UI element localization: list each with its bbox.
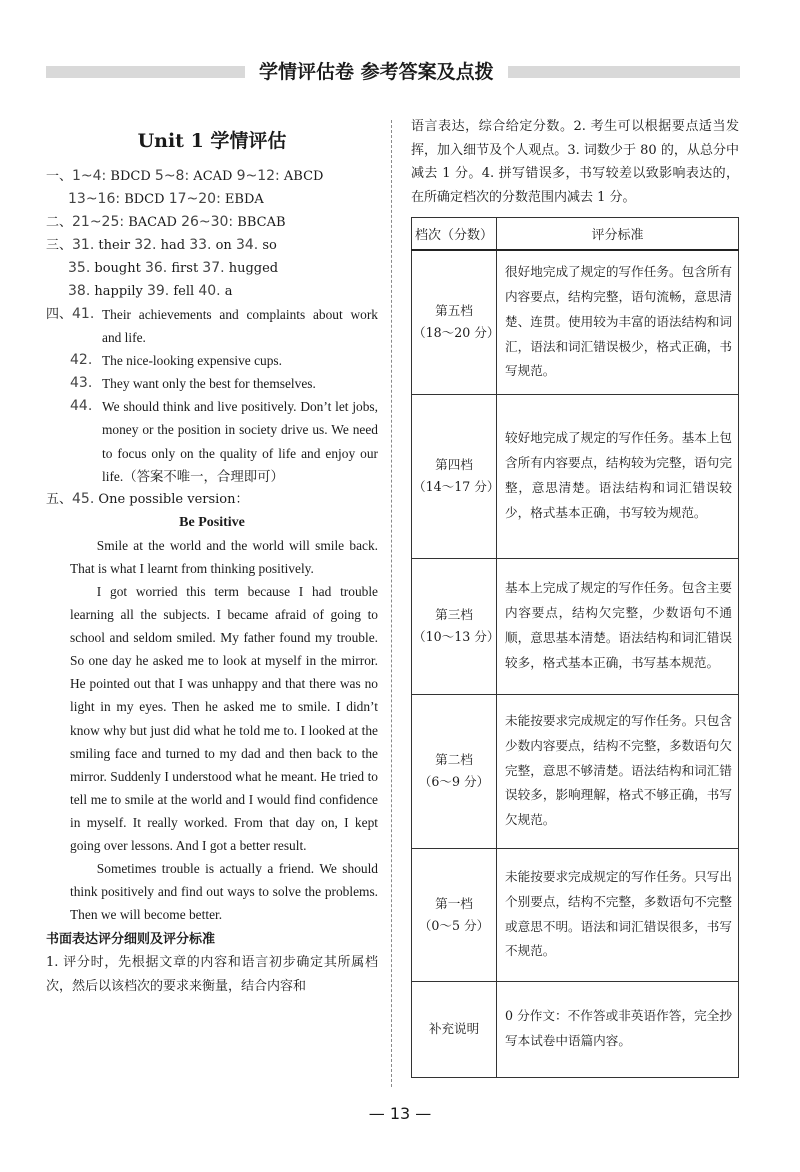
level-name: 第一档: [435, 895, 473, 911]
answer-text: bought: [90, 261, 145, 276]
section-2-answers: [46, 211, 378, 234]
answer-text: EBDA: [220, 192, 264, 207]
question-number: 33.: [189, 237, 212, 253]
level-cell: [412, 250, 500, 394]
answer-line: [46, 188, 378, 211]
answer-item: [46, 395, 378, 487]
essay-paragraph: Smile at the world and the world will smile back. That is what I learnt from thinking positively.: [70, 537, 378, 576]
section-1-answers: [46, 165, 378, 211]
answer-text: had: [156, 238, 190, 253]
table-header-row: [412, 218, 739, 251]
item-label: [46, 349, 102, 372]
scoring-heading: 书面表达评分细则及评分标准: [46, 932, 216, 948]
unit-title: Unit 1 学情评估: [137, 130, 287, 152]
question-range: 1~4:: [72, 168, 107, 184]
level-name: 第二档: [435, 752, 473, 767]
criteria-cell: 0 分作文：不作答或非英语作答，完全抄写本试卷中语篇内容。: [497, 981, 739, 1077]
section-label: 三、: [46, 238, 73, 253]
question-number: 39.: [146, 283, 170, 299]
question-range: 9~12:: [236, 168, 280, 184]
question-range: 13~16:: [68, 191, 121, 207]
answer-line: [46, 280, 378, 303]
essay-title: Be Positive: [179, 514, 245, 530]
criteria-cell: 未能按要求完成规定的写作任务。只写出个别要点，结构不完整，多数语句不完整或意思不明。语法和词汇错误很多，书写不规范。: [497, 848, 739, 981]
answer-text: Their achievements and complaints about work and life.: [102, 307, 378, 346]
question-number: 43.: [70, 375, 93, 392]
section-label: 五、: [46, 491, 73, 507]
page-number: — 13 —: [368, 1104, 432, 1123]
question-number: 40.: [198, 283, 221, 299]
answer-text: BACAD: [124, 215, 182, 230]
scoring-rule-text-continued: 语言表达，综合给定分数。2. 考生可以根据要点适当发挥，加入细节及个人观点。3. 词数少于 80 的，从总分中减去 1 分。4. 拼写错误多，书写较差以致影响表达的，在所确定档次的分数范围内减去 1 分。: [411, 119, 739, 205]
level-cell: [412, 981, 497, 1077]
answer-text: first: [167, 261, 203, 276]
scoring-rule-text: 1. 评分时，先根据文章的内容和语言初步确定其所属档次，然后以该档次的要求来衡量，结合内容和: [46, 955, 378, 994]
section-3-answers: [46, 234, 378, 303]
answer-text: a: [220, 284, 233, 299]
answer-text: BBCAB: [233, 215, 286, 230]
answer-text: We should think and live positively. Don’t let jobs, money or the position in society drive us. We need to focus only on the quality of life and enjoy our life.（答案不唯一，合理即可）: [102, 399, 378, 484]
question-number: 35.: [68, 260, 91, 276]
column-header-criteria: 评分标准: [497, 218, 739, 251]
section-label: 一、: [46, 169, 73, 184]
question-number: 36.: [144, 260, 168, 276]
question-range: 5~8:: [154, 168, 190, 184]
answer-item: [46, 303, 378, 349]
table-row: [412, 694, 739, 848]
section-4-answers: [46, 303, 378, 488]
answer-text: so: [258, 238, 277, 253]
level-range: （10～13 分）: [413, 629, 500, 644]
level-cell: [412, 394, 500, 558]
answer-text: hugged: [224, 261, 279, 276]
level-range: （6～9 分）: [418, 774, 490, 789]
column-divider: [391, 120, 392, 1087]
question-number: 45.: [72, 490, 95, 507]
column-header-level: 档次（分数）: [412, 218, 497, 251]
answer-text: The nice-looking expensive cups.: [102, 353, 282, 369]
question-number: 42.: [70, 352, 93, 369]
answer-text: BDCD: [106, 169, 155, 184]
level-name: 补充说明: [428, 1021, 480, 1036]
item-label: [46, 395, 102, 487]
level-name: 第四档: [435, 457, 473, 472]
table-row: [412, 848, 739, 981]
table-row: [412, 981, 739, 1077]
answer-text: happily: [90, 284, 147, 299]
answer-text: their: [94, 238, 135, 253]
question-range: 21~25:: [72, 214, 125, 230]
question-number: 38.: [68, 283, 91, 299]
question-range: 26~30:: [181, 214, 234, 230]
essay-paragraph: I got worried this term because I had trouble learning all the subjects. I became afraid of going to school and seldom smiled. My father found my trouble. So one day he asked me to look at myself in the mirror. He pointed out that I was unhappy and that there was no light in my eyes. Then he asked me to smile. I didn’t know why but just did what he told me to. I looked at the smiling face and turned to my dad and then back to the mirror. Suddenly I understood what he meant. He tried to tell me to smile at the world and I would find confidence in myself. It really worked. From that day on, I kept going over lessons. And I got a better result.: [70, 583, 378, 853]
answer-text: BDCD: [120, 192, 169, 207]
answer-item: [46, 349, 378, 372]
answer-line: [46, 234, 378, 257]
question-number: 37.: [202, 260, 225, 276]
level-range: （14～17 分）: [413, 479, 500, 494]
answer-line: [46, 257, 378, 280]
section-label: 四、: [46, 307, 73, 322]
answer-text: ACAD: [189, 169, 237, 184]
table-row: [412, 394, 739, 558]
right-column: [411, 115, 739, 1078]
item-label: [46, 372, 102, 395]
essay-paragraph: Sometimes trouble is actually a friend. We should think positively and find out ways to solve the problems. Then we will become better.: [70, 861, 378, 923]
left-column: [46, 118, 378, 998]
page-header-title: 学情评估卷 参考答案及点拨: [245, 56, 508, 88]
question-number: 32.: [134, 237, 157, 253]
level-range: （0～5 分）: [418, 917, 490, 933]
section-label: 二、: [46, 215, 73, 230]
criteria-cell: 很好地完成了规定的写作任务。包含所有内容要点，结构完整，语句流畅，意思清楚、连贯。使用较为丰富的语法结构和词汇，语法和词汇错误极少，格式正确，书写规范。: [497, 250, 739, 394]
answer-text: ABCD: [279, 169, 324, 184]
criteria-cell: 基本上完成了规定的写作任务。包含主要内容要点，结构欠完整，少数语句不通顺，意思基本清楚。语法结构和词汇错误较多，格式基本正确，书写基本规范。: [497, 558, 739, 694]
question-range: 17~20:: [168, 191, 221, 207]
level-range: （18～20 分）: [413, 325, 500, 341]
level-name: 第三档: [435, 607, 473, 622]
grading-table: [411, 217, 739, 1078]
section-5-answers: [46, 488, 378, 511]
table-row: [412, 558, 739, 694]
table-row: [412, 250, 739, 394]
answer-text: They want only the best for themselves.: [102, 376, 316, 392]
question-number: 31.: [72, 237, 95, 253]
question-number: 41.: [72, 306, 95, 322]
level-cell: [412, 558, 500, 694]
level-name: 第五档: [435, 303, 473, 319]
item-label: [46, 303, 102, 349]
criteria-cell: 未能按要求完成规定的写作任务。只包含少数内容要点，结构不完整，多数语句欠完整，意思不够清楚。语法结构和词汇错误较多，影响理解，格式不够正确，书写欠规范。: [497, 694, 739, 848]
answer-text: fell: [169, 284, 199, 299]
level-cell: [412, 694, 497, 848]
criteria-cell: 较好地完成了规定的写作任务。基本上包含所有内容要点，结构较为完整，语句完整，意思清楚。语法结构和词汇错误较少，格式基本正确，书写较为规范。: [497, 394, 739, 558]
answer-item: [46, 372, 378, 395]
answer-line: [46, 165, 378, 188]
answer-text: One possible version：: [94, 491, 249, 507]
question-number: 34.: [235, 237, 259, 253]
answer-text: on: [211, 238, 236, 253]
level-cell: [412, 848, 497, 981]
question-number: 44.: [70, 398, 93, 415]
